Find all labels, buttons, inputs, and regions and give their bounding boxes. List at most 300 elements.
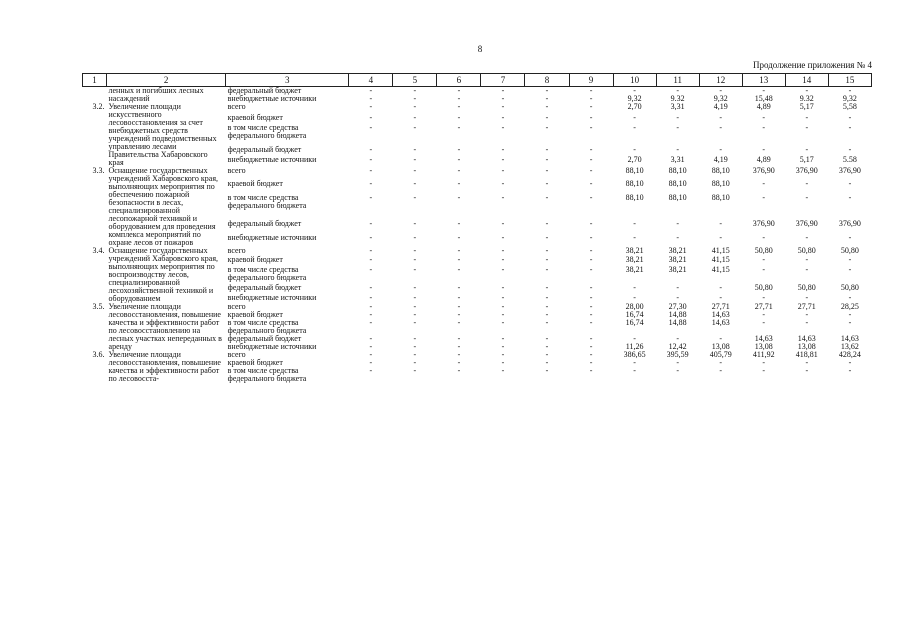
value-cell: 88,10 [668, 166, 687, 175]
column-header: 1 [83, 74, 107, 87]
value-cell: - [501, 342, 505, 351]
value-cell: - [457, 94, 461, 103]
value-cell: - [501, 123, 505, 133]
value-cell: - [719, 334, 723, 343]
value-cell: - [457, 310, 461, 319]
value-cell: - [848, 179, 852, 189]
value-cell: - [805, 264, 809, 274]
value-cell: 405,79 [709, 350, 732, 359]
value-cell: - [545, 112, 549, 122]
value-cell: 16,74 [625, 318, 644, 327]
item-number: 3.2. [92, 102, 105, 111]
value-cell: - [589, 219, 593, 229]
value-cell: 12,42 [668, 342, 687, 351]
value-cell: - [413, 310, 417, 319]
value-cell: - [413, 350, 417, 359]
value-cell: - [501, 255, 505, 265]
value-cell: - [457, 334, 461, 343]
value-cell: - [633, 232, 636, 242]
value-cell: 28,25 [840, 302, 859, 311]
value-cell: 27,30 [668, 302, 687, 311]
value-cell: - [589, 342, 593, 351]
value-cell: 14,63 [797, 334, 816, 343]
value-cell: - [413, 166, 417, 175]
value-cell: - [589, 310, 593, 319]
value-cell: - [413, 255, 417, 265]
value-cell: 13,62 [840, 342, 859, 351]
value-cell: - [676, 283, 679, 293]
value-cell: - [848, 232, 852, 242]
value-cell: - [501, 94, 505, 103]
table-row [83, 87, 872, 96]
table-row [83, 103, 872, 114]
funding-source: федеральный бюджет [227, 86, 302, 95]
value-cell: - [369, 144, 373, 154]
value-cell: - [545, 94, 549, 103]
value-cell: 5,58 [842, 102, 857, 111]
value-cell: 9,32 [713, 94, 728, 103]
value-cell: - [805, 366, 809, 375]
value-cell: - [719, 283, 723, 293]
value-cell: - [719, 232, 723, 242]
value-cell: 13,08 [797, 342, 816, 351]
value-cell: 88,10 [711, 179, 730, 189]
column-header: 7 [481, 74, 525, 87]
value-cell: 14,63 [711, 310, 730, 319]
value-cell: - [589, 192, 593, 202]
value-cell: - [719, 123, 723, 133]
value-cell: - [676, 232, 679, 242]
funding-source: всего [227, 166, 246, 175]
column-header: 2 [107, 74, 226, 87]
value-cell: 15,48 [754, 94, 773, 103]
value-cell: - [413, 292, 417, 302]
value-cell: - [369, 246, 373, 255]
value-cell: - [457, 358, 461, 367]
value-cell: - [719, 144, 723, 154]
column-header: 11 [656, 74, 699, 87]
continuation-note: Продолжение приложения № 4 [752, 60, 872, 70]
value-cell: - [369, 155, 373, 165]
value-cell: - [545, 292, 549, 302]
value-cell: 395,59 [666, 350, 689, 359]
value-cell: - [545, 358, 549, 367]
value-cell: 3,31 [670, 155, 685, 165]
value-cell: - [633, 366, 636, 375]
value-cell: - [457, 246, 461, 255]
value-cell: - [369, 192, 373, 202]
value-cell: - [545, 310, 549, 319]
value-cell: - [589, 166, 593, 175]
value-cell: - [545, 264, 549, 274]
value-cell: 376,90 [838, 166, 861, 175]
value-cell: - [762, 310, 766, 319]
value-cell: 428,24 [838, 350, 861, 359]
value-cell: - [545, 255, 549, 265]
value-cell: - [413, 246, 417, 255]
value-cell: - [501, 179, 505, 189]
value-cell: - [501, 166, 505, 175]
value-cell: - [413, 112, 417, 122]
value-cell: - [413, 283, 417, 293]
table-body [83, 87, 872, 384]
value-cell: - [762, 255, 766, 265]
value-cell: 38,21 [668, 255, 687, 265]
funding-source: в том числе средства федерального бюджета [227, 123, 307, 141]
value-cell: - [545, 334, 549, 343]
funding-source: всего [227, 102, 246, 111]
value-cell: 88,10 [625, 166, 644, 175]
value-cell: - [501, 334, 505, 343]
value-cell: - [369, 302, 373, 311]
value-cell: 88,10 [625, 192, 644, 202]
value-cell: - [848, 86, 852, 95]
value-cell: - [633, 283, 636, 293]
item-number: 3.3. [92, 166, 105, 175]
value-cell: 418,81 [795, 350, 818, 359]
value-cell: - [545, 283, 549, 293]
value-cell: - [805, 310, 809, 319]
value-cell: - [545, 342, 549, 351]
value-cell: 50,80 [797, 246, 816, 255]
value-cell: 88,10 [668, 179, 687, 189]
value-cell: - [501, 192, 505, 202]
value-cell: - [762, 318, 766, 327]
value-cell: - [369, 318, 373, 327]
budget-table [82, 73, 872, 383]
value-cell: 88,10 [711, 192, 730, 202]
funding-source: краевой бюджет [227, 255, 283, 265]
value-cell: - [589, 334, 593, 343]
value-cell: - [633, 219, 636, 229]
value-cell: - [501, 144, 505, 154]
funding-source: в том числе средства федерального бюджета [227, 192, 307, 210]
value-cell: - [369, 219, 373, 229]
value-cell: - [848, 366, 852, 375]
value-cell: 14,88 [668, 310, 687, 319]
value-cell: - [413, 102, 417, 111]
value-cell: - [501, 292, 505, 302]
value-cell: - [719, 358, 723, 367]
item-number: 3.4. [92, 246, 105, 255]
funding-source: федеральный бюджет [227, 334, 302, 343]
value-cell: - [369, 102, 373, 111]
value-cell: 376,90 [752, 166, 775, 175]
value-cell: - [413, 94, 417, 103]
value-cell: - [676, 144, 679, 154]
value-cell: - [589, 86, 593, 95]
value-cell: - [501, 264, 505, 274]
value-cell: - [369, 86, 373, 95]
value-cell: - [413, 123, 417, 133]
value-cell: 38,21 [668, 246, 687, 255]
column-header: 12 [699, 74, 742, 87]
item-number: 3.5. [92, 302, 105, 311]
value-cell: 27,71 [754, 302, 773, 311]
value-cell: - [369, 350, 373, 359]
value-cell: - [848, 318, 852, 327]
value-cell: - [413, 155, 417, 165]
value-cell: - [413, 302, 417, 311]
value-cell: - [633, 86, 636, 95]
value-cell: - [805, 144, 809, 154]
value-cell: - [545, 302, 549, 311]
value-cell: - [501, 283, 505, 293]
value-cell: - [545, 350, 549, 359]
value-cell: - [369, 232, 373, 242]
value-cell: - [413, 264, 417, 274]
value-cell: - [413, 318, 417, 327]
value-cell: - [457, 86, 461, 95]
funding-source: федеральный бюджет [227, 283, 302, 293]
column-header: 6 [437, 74, 481, 87]
value-cell: - [762, 86, 766, 95]
value-cell: - [589, 302, 593, 311]
value-cell: - [589, 292, 593, 302]
value-cell: 50,80 [797, 283, 816, 293]
value-cell: 2,70 [627, 155, 642, 165]
value-cell: - [848, 112, 852, 122]
value-cell: - [545, 102, 549, 111]
funding-source: краевой бюджет [227, 112, 283, 122]
value-cell: - [457, 144, 461, 154]
value-cell: 41,15 [711, 264, 730, 274]
value-cell: - [369, 342, 373, 351]
value-cell: - [457, 342, 461, 351]
value-cell: - [719, 292, 723, 302]
value-cell: - [369, 123, 373, 133]
value-cell: 50,80 [840, 283, 859, 293]
value-cell: - [457, 123, 461, 133]
value-cell: - [501, 318, 505, 327]
table-row [83, 167, 872, 180]
value-cell: 41,15 [711, 246, 730, 255]
value-cell: - [457, 166, 461, 175]
item-name: Оснащение государственных учреждений Хабаровского края, выполняющих мероприятия по обеспечению пожарной безопасности в лесах, специализированной лесопожарной техникой и оборудованием для проведения комплекса мероприятий по охране лесов от пожаров [108, 166, 218, 247]
value-cell: 5,17 [799, 102, 814, 111]
value-cell: - [719, 219, 723, 229]
value-cell: - [719, 86, 723, 95]
value-cell: 14,63 [754, 334, 773, 343]
value-cell: - [589, 179, 593, 189]
value-cell: 16,74 [625, 310, 644, 319]
value-cell: - [413, 334, 417, 343]
value-cell: - [805, 255, 809, 265]
table-row [83, 351, 872, 359]
value-cell: - [633, 144, 636, 154]
value-cell: - [848, 358, 852, 367]
value-cell: - [805, 112, 809, 122]
value-cell: - [805, 318, 809, 327]
value-cell: - [589, 366, 593, 375]
value-cell: - [369, 292, 373, 302]
value-cell: 14,63 [711, 318, 730, 327]
value-cell: 88,10 [625, 179, 644, 189]
value-cell: - [805, 179, 809, 189]
value-cell: 27,71 [711, 302, 730, 311]
value-cell: - [457, 232, 461, 242]
value-cell: - [501, 112, 505, 122]
value-cell: 3,31 [670, 102, 685, 111]
funding-source: краевой бюджет [227, 310, 283, 319]
value-cell: - [457, 302, 461, 311]
value-cell: - [545, 318, 549, 327]
column-header: 14 [785, 74, 828, 87]
value-cell: - [369, 283, 373, 293]
value-cell: - [457, 350, 461, 359]
value-cell: - [413, 86, 417, 95]
value-cell: - [369, 334, 373, 343]
value-cell: 4,89 [756, 102, 771, 111]
value-cell: - [848, 292, 852, 302]
value-cell: - [457, 192, 461, 202]
value-cell: - [589, 112, 593, 122]
value-cell: - [762, 358, 766, 367]
funding-source: всего [227, 246, 246, 255]
value-cell: - [589, 155, 593, 165]
value-cell: - [501, 219, 505, 229]
value-cell: - [589, 283, 593, 293]
value-cell: - [545, 366, 549, 375]
column-header: 8 [525, 74, 569, 87]
value-cell: - [413, 219, 417, 229]
value-cell: - [457, 264, 461, 274]
funding-source: всего [227, 350, 246, 359]
value-cell: 13,08 [711, 342, 730, 351]
funding-source: внебюджетные источники [227, 292, 317, 302]
value-cell: - [805, 86, 809, 95]
value-cell: - [762, 179, 766, 189]
value-cell: - [545, 144, 549, 154]
value-cell: - [413, 358, 417, 367]
value-cell: - [457, 179, 461, 189]
funding-source: федеральный бюджет [227, 144, 302, 154]
funding-source: краевой бюджет [227, 358, 283, 367]
item-number [83, 87, 107, 104]
value-cell: - [413, 192, 417, 202]
column-header: 5 [393, 74, 437, 87]
value-cell: - [369, 310, 373, 319]
value-cell: - [762, 112, 766, 122]
value-cell: - [501, 310, 505, 319]
item-name: Увеличение площади лесовосстановления, повышение качества и эффективности работ по лесовосста- [108, 350, 221, 383]
value-cell: - [545, 155, 549, 165]
value-cell: - [413, 144, 417, 154]
value-cell: - [719, 112, 723, 122]
funding-source: внебюджетные источники [227, 342, 317, 351]
value-cell: - [369, 112, 373, 122]
value-cell: - [589, 102, 593, 111]
value-cell: - [457, 292, 461, 302]
value-cell: 4,19 [713, 155, 728, 165]
funding-source: внебюджетные источники [227, 155, 317, 165]
value-cell: 5.58 [842, 155, 857, 165]
value-cell: - [676, 292, 679, 302]
value-cell: - [589, 94, 593, 103]
value-cell: - [457, 155, 461, 165]
funding-source: всего [227, 302, 246, 311]
value-cell: 50,80 [754, 246, 773, 255]
value-cell: 27,71 [797, 302, 816, 311]
value-cell: - [501, 102, 505, 111]
value-cell: - [545, 219, 549, 229]
value-cell: - [545, 179, 549, 189]
funding-source: внебюджетные источники [227, 232, 317, 242]
item-number: 3.6. [92, 350, 105, 359]
value-cell: - [457, 283, 461, 293]
value-cell: - [545, 232, 549, 242]
value-cell: - [589, 358, 593, 367]
value-cell: - [501, 358, 505, 367]
item-name: Увеличение площади искусственного лесовосстановления за счет внебюджетных средств учреждений подведомственных управлению лесами Правительства Хабаровского края [108, 102, 217, 167]
funding-source: в том числе средства федерального бюджета [227, 366, 307, 383]
item-name: ленных и погибших лесных насаждений [108, 86, 204, 103]
value-cell: - [848, 144, 852, 154]
value-cell: 376,90 [752, 219, 775, 229]
column-header: 4 [349, 74, 393, 87]
value-cell: 50,80 [754, 283, 773, 293]
value-cell: - [805, 358, 809, 367]
value-cell: - [848, 310, 852, 319]
value-cell: - [762, 264, 766, 274]
value-cell: - [589, 318, 593, 327]
value-cell: - [676, 358, 679, 367]
value-cell: 2,70 [627, 102, 642, 111]
value-cell: - [805, 123, 809, 133]
value-cell: 14,88 [668, 318, 687, 327]
value-cell: 38,21 [668, 264, 687, 274]
value-cell: - [501, 232, 505, 242]
value-cell: - [589, 255, 593, 265]
value-cell: - [762, 366, 766, 375]
value-cell: 11,26 [625, 342, 644, 351]
value-cell: - [762, 292, 766, 302]
value-cell: - [369, 166, 373, 175]
value-cell: 38,21 [625, 255, 644, 265]
value-cell: - [545, 246, 549, 255]
value-cell: - [369, 358, 373, 367]
value-cell: - [633, 334, 636, 343]
value-cell: 50,80 [840, 246, 859, 255]
value-cell: 38,21 [625, 264, 644, 274]
funding-source: федеральный бюджет [227, 219, 302, 229]
value-cell: - [676, 123, 679, 133]
column-header: 15 [828, 74, 871, 87]
value-cell: - [545, 166, 549, 175]
column-header: 10 [613, 74, 656, 87]
value-cell: - [762, 232, 766, 242]
value-cell: - [413, 179, 417, 189]
value-cell: - [545, 123, 549, 133]
value-cell: 28,00 [625, 302, 644, 311]
funding-source: внебюджетные источники [227, 94, 317, 103]
column-header: 9 [569, 74, 613, 87]
value-cell: - [676, 219, 679, 229]
item-name: Увеличение площади лесовосстановления, повышение качества и эффективности работ по лесовосстановлению на лесных участках непереданных в аренду [108, 302, 222, 351]
value-cell: 9.32 [670, 94, 685, 103]
value-cell: - [501, 246, 505, 255]
value-cell: 13,08 [754, 342, 773, 351]
value-cell: - [457, 255, 461, 265]
value-cell: - [848, 255, 852, 265]
value-cell: - [457, 366, 461, 375]
value-cell: 5,17 [799, 155, 814, 165]
value-cell: - [369, 264, 373, 274]
value-cell: - [501, 350, 505, 359]
value-cell: - [848, 192, 852, 202]
column-header: 3 [226, 74, 349, 87]
value-cell: 9,32 [842, 94, 857, 103]
